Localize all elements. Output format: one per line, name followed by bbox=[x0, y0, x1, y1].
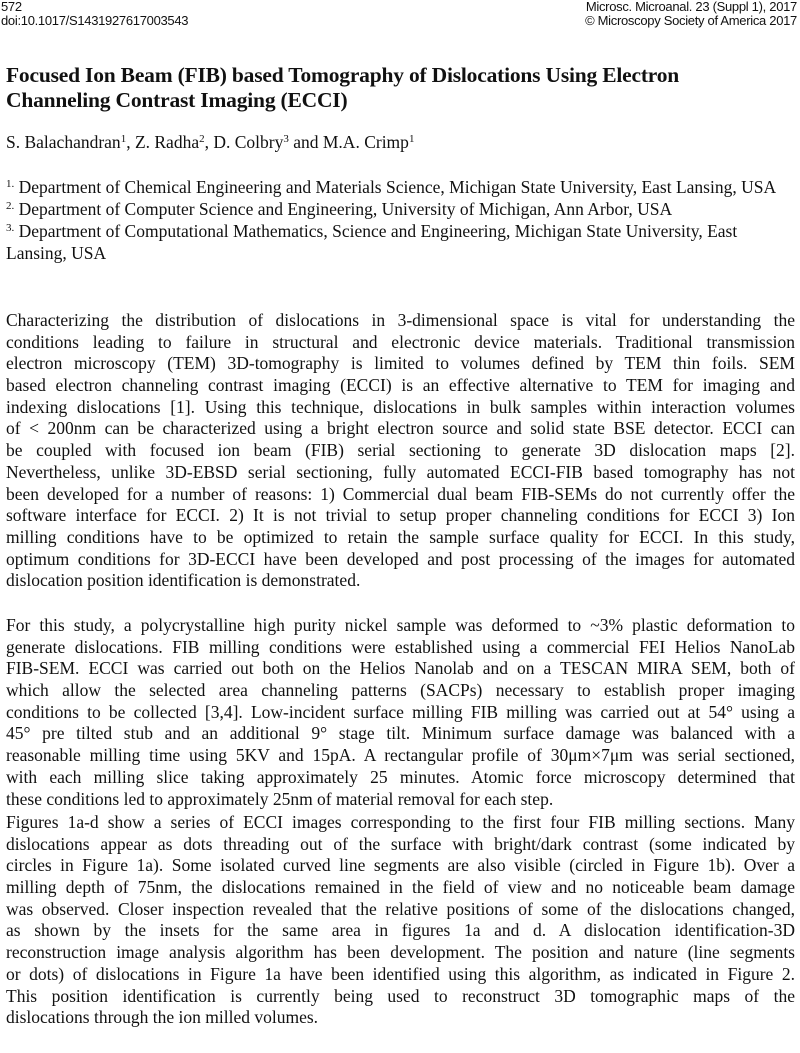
paragraph-intro bbox=[6, 310, 795, 592]
author-separator: and bbox=[288, 132, 323, 152]
text-line: Nevertheless, unlike 3D-EBSD serial sectioning, fully automated ECCI-FIB based tomography has not bbox=[6, 461, 795, 482]
text-line: optimum conditions for 3D-ECCI have been developed and post processing of the images for automated bbox=[6, 548, 795, 569]
text-line: be coupled with focused ion beam (FIB) serial sectioning to generate 3D dislocation maps [2]. bbox=[6, 440, 795, 461]
author-separator: , bbox=[204, 132, 214, 152]
paper-title bbox=[6, 63, 796, 112]
text-line: milling conditions have to be optimized to retain the sample surface quality for ECCI. In this study, bbox=[6, 526, 795, 547]
title-line: Channeling Contrast Imaging (ECCI) bbox=[6, 87, 348, 112]
author-name: Z. Radha bbox=[134, 132, 200, 152]
text-line: FIB-SEM. ECCI was carried out both on the Helios Nanolab and on a TESCAN MIRA SEM, both of bbox=[6, 658, 795, 679]
text-line: was observed. Closer inspection revealed that the relative positions of some of the dislocations changed, bbox=[6, 898, 795, 919]
text-line: For this study, a polycrystalline high purity nickel sample was deformed to ~3% plastic deformation to bbox=[6, 615, 795, 635]
header-right bbox=[585, 0, 797, 28]
title-line: Focused Ion Beam (FIB) based Tomography of Dislocations Using Electron bbox=[6, 63, 680, 87]
text-line: This position identification is currently being used to reconstruct 3D tomographic maps of the bbox=[6, 985, 795, 1006]
text-line: conditions to be collected [3,4]. Low-incident surface milling FIB milling was carried out at 54° using a bbox=[6, 701, 795, 722]
text-line: software interface for ECCI. 2) It is not trivial to setup proper channeling conditions for ECCI 3) Ion bbox=[6, 505, 795, 526]
text-line: indexing dislocations [1]. Using this technique, dislocations in bulk samples within interaction volumes bbox=[6, 396, 795, 417]
affiliation-text: Department of Chemical Engineering and Materials Science, Michigan State University, East Lansing, USA bbox=[14, 177, 777, 197]
affiliations bbox=[6, 176, 796, 264]
copyright: © Microscopy Society of America 2017 bbox=[585, 13, 797, 28]
affiliation-text: Department of Computational Mathematics, Science and Engineering, Michigan State University, East Lansing, USA bbox=[6, 221, 738, 263]
text-line: electron microscopy (TEM) 3D-tomography is limited to volumes defined by TEM thin foils. SEM bbox=[6, 353, 795, 374]
text-line: with each milling slice taking approximately 25 minutes. Atomic force microscopy determined that bbox=[6, 766, 795, 787]
text-line: circles in Figure 1a). Some isolated curved line segments are also visible (circled in Figure 1b). Over a bbox=[6, 855, 795, 876]
journal-citation: Microsc. Microanal. 23 (Suppl 1), 2017 bbox=[585, 0, 797, 14]
text-line: dislocations appear as dots threading out of the surface with bright/dark contrast (some indicated by bbox=[6, 833, 795, 854]
page-number: 572 bbox=[1, 0, 22, 14]
affiliation-number: 3. bbox=[6, 222, 15, 234]
text-line: dislocation position identification is demonstrated. bbox=[6, 570, 361, 591]
text-line: or dots) of dislocations in Figure 1a have been identified using this algorithm, as indicated in Figure 2. bbox=[6, 963, 795, 984]
affiliation-text: Department of Computer Science and Engineering, University of Michigan, Ann Arbor, USA bbox=[14, 199, 673, 219]
affiliation bbox=[6, 198, 796, 220]
text-line: milling depth of 75nm, the dislocations remained in the field of view and no noticeable beam damage bbox=[6, 877, 795, 898]
affiliation bbox=[6, 220, 796, 264]
author-name: D. Colbry bbox=[213, 132, 284, 152]
text-line: based electron channeling contrast imaging (ECCI) is an effective alternative to TEM for imaging and bbox=[6, 375, 795, 396]
text-line: as shown by the insets for the same area in figures 1a and d. A dislocation identification-3D bbox=[6, 920, 795, 941]
text-line: been developed for a number of reasons: 1) Commercial dual beam FIB-SEMs do not currently offer the bbox=[6, 483, 795, 504]
author-affiliation-mark: 1 bbox=[408, 133, 415, 145]
author-affiliation-mark: 1 bbox=[120, 133, 127, 145]
text-line: these conditions led to approximately 25nm of material removal for each step. bbox=[6, 788, 554, 809]
paragraph-results bbox=[6, 812, 795, 1029]
doi[interactable]: doi:10.1017/S1431927617003543 bbox=[1, 13, 189, 28]
text-line: Figures 1a-d show a series of ECCI images corresponding to the first four FIB milling sections. Many bbox=[6, 812, 795, 832]
text-line: which allow the selected area channeling patterns (SACPs) necessary to establish proper imaging bbox=[6, 680, 795, 701]
text-line: reasonable milling time using 5KV and 15pA. A rectangular profile of 30μm×7μm was serial sectioned, bbox=[6, 745, 795, 766]
text-line: Characterizing the distribution of dislocations in 3-dimensional space is vital for understanding the bbox=[6, 310, 795, 330]
text-line: conditions leading to failure in structural and electronic device materials. Traditional transmission bbox=[6, 331, 795, 352]
author-name: M.A. Crimp bbox=[322, 132, 409, 152]
text-line: dislocations through the ion milled volumes. bbox=[6, 1007, 319, 1028]
affiliation-number: 2. bbox=[6, 200, 15, 212]
author-affiliation-mark: 2 bbox=[199, 133, 205, 145]
author-affiliation-mark: 3 bbox=[283, 133, 289, 145]
affiliation-number: 1. bbox=[6, 178, 15, 190]
paragraph-methods bbox=[6, 615, 795, 810]
text-line: of < 200nm can be characterized using a bright electron source and solid state BSE detector. ECCI can bbox=[6, 418, 795, 439]
affiliation bbox=[6, 176, 796, 198]
text-line: reconstruction image analysis algorithm has been development. The position and nature (line segments bbox=[6, 942, 795, 963]
text-line: generate dislocations. FIB milling conditions were established using a commercial FEI Helios NanoLab bbox=[6, 636, 795, 657]
authors bbox=[6, 132, 414, 153]
author-name: S. Balachandran bbox=[6, 132, 121, 152]
text-line: 45° pre tilted stub and an additional 9° stage tilt. Minimum surface damage was balanced with a bbox=[6, 723, 795, 744]
author-separator: , bbox=[126, 132, 135, 152]
header-left bbox=[1, 0, 188, 28]
